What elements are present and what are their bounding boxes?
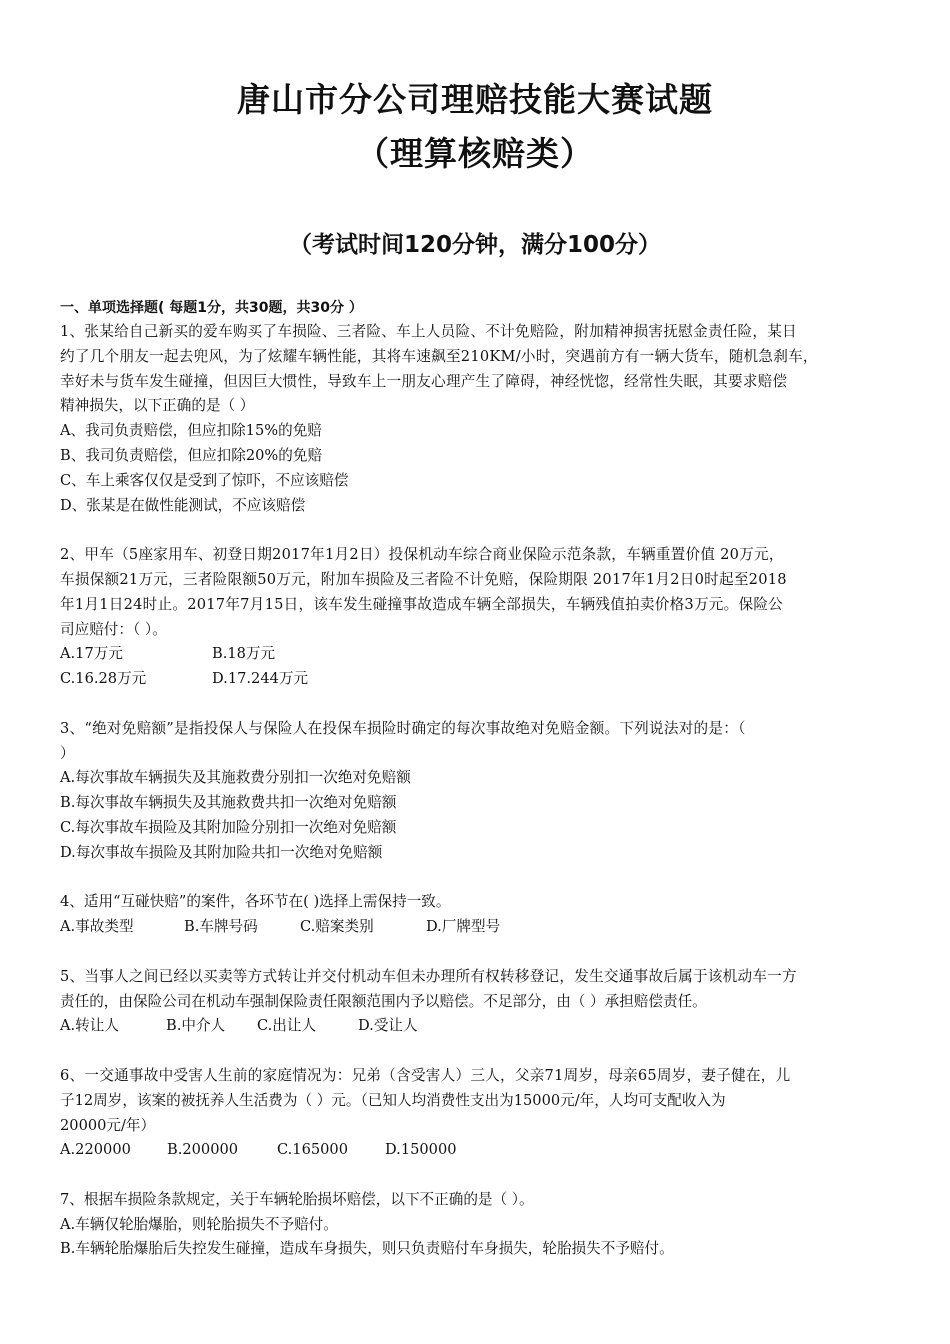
option-row (60, 915, 892, 940)
option-b: B.18万元 (212, 645, 276, 663)
option-d: D.150000 (385, 1141, 457, 1159)
option-a: A.每次事故车辆损失及其施救费分别扣一次绝对免赔额 (60, 769, 411, 787)
option-row (60, 1014, 892, 1039)
question-3 (60, 717, 892, 866)
question-4 (60, 890, 892, 940)
option-d: D.厂牌型号 (426, 918, 501, 936)
question-text-line: 精神损失，以下正确的是（ ） (60, 397, 255, 415)
spacer (60, 866, 892, 891)
question-text-line: 子12周岁，该案的被抚养人生活费为（ ）元。（已知人均消费性支出为15000元/年，人均可支配收入为 (60, 1091, 726, 1109)
option-b: B.每次事故车辆损失及其施救费共扣一次绝对免赔额 (60, 794, 397, 812)
option-b: B.车牌号码 (184, 918, 258, 936)
option-b: B.中介人 (166, 1017, 226, 1035)
option-a: A.事故类型 (60, 918, 134, 936)
option-a: A.220000 (60, 1141, 131, 1159)
option-a: A.17万元 (60, 645, 123, 663)
question-text-line: 4、适用“互碰快赔”的案件，各环节在( )选择上需保持一致。 (60, 893, 451, 911)
question-text-line: 6、一交通事故中受害人生前的家庭情况为：兄弟（含受害人）三人，父亲71周岁，母亲65周岁，妻子健在，儿 (60, 1066, 791, 1084)
question-5 (60, 965, 892, 1039)
option-row (60, 667, 892, 692)
option-b: B.200000 (167, 1141, 239, 1159)
section-heading-single-choice: 一、单项选择题( 每题1分，共30题，共30分 ） (60, 300, 363, 316)
option-d: D、张某是在做性能测试，不应该赔偿 (60, 496, 306, 514)
question-text-line: 2、甲车（5座家用车、初登日期2017年1月2日）投保机动车综合商业保险示范条款，车辆重置价值 20万元， (60, 546, 784, 564)
spacer (60, 940, 892, 965)
option-a: A.车辆仅轮胎爆胎，则轮胎损失不予赔付。 (60, 1215, 338, 1233)
question-6 (60, 1064, 892, 1163)
option-row (60, 1138, 892, 1163)
option-row (60, 642, 892, 667)
question-text-line: 年1月1日24时止。2017年7月15日，该车发生碰撞事故造成车辆全部损失，车辆残值拍卖价格3万元。保险公 (60, 595, 784, 613)
option-b: B、我司负责赔偿，但应扣除20%的免赔 (60, 446, 323, 464)
question-text-line: 责任的，由保险公司在机动车强制保险责任限额范围内予以赔偿。不足部分，由（ ）承担赔偿责任。 (60, 992, 707, 1010)
question-text-line: 5、当事人之间已经以买卖等方式转让并交付机动车但未办理所有权转移登记，发生交通事故后属于该机动车一方 (60, 967, 797, 985)
option-c: C.165000 (277, 1141, 348, 1159)
option-c: C.赔案类别 (300, 918, 374, 936)
question-text-line: 1、张某给自己新买的爱车购买了车损险、三者险、车上人员险、不计免赔险，附加精神损害抚慰金责任险，某日 (60, 323, 797, 340)
exam-content (60, 296, 892, 1262)
question-text-line: 幸好未与货车发生碰撞，但因巨大惯性，导致车上一朋友心理产生了障碍，神经恍惚，经常性失眠，其要求赔偿 (60, 372, 788, 390)
question-2 (60, 543, 892, 692)
question-text-line: 车损保额21万元，三者险限额50万元，附加车损险及三者险不计免赔，保险期限 2017年1月2日0时起至2018 (60, 570, 787, 588)
question-text-line: ） (60, 744, 75, 762)
option-a: A.转让人 (60, 1017, 119, 1035)
option-d: D.17.244万元 (212, 670, 309, 688)
question-text-line: 7、根据车损险条款规定，关于车辆轮胎损坏赔偿，以下不正确的是（ ）。 (60, 1190, 534, 1208)
spacer (60, 518, 892, 543)
question-text-line: 20000元/年） (60, 1116, 156, 1134)
spacer (60, 1039, 892, 1064)
question-text-line: 司应赔付：（ ）。 (60, 620, 167, 638)
exam-subtitle: （理算核赔类） (356, 134, 594, 173)
exam-title: 唐山市分公司理赔技能大赛试题 (237, 80, 713, 119)
question-1 (60, 320, 892, 518)
option-c: C.16.28万元 (60, 670, 147, 688)
question-text-line: 3、“绝对免赔额”是指投保人与保险人在投保车损险时确定的每次事故绝对免赔金额。下列说法对的是：（ (60, 719, 746, 737)
option-c: C、车上乘客仅仅是受到了惊吓，不应该赔偿 (60, 471, 349, 489)
spacer (60, 1163, 892, 1188)
option-b: B.车辆轮胎爆胎后失控发生碰撞，造成车身损失，则只负责赔付车身损失，轮胎损失不予赔付。 (60, 1240, 674, 1258)
question-text-line: 约了几个朋友一起去兜风，为了炫耀车辆性能，其将车速飙至210KM/小时，突遇前方有一辆大货车，随机急刹车， (60, 347, 818, 365)
exam-time-info: （考试时间120分钟，满分100分） (288, 232, 662, 258)
option-d: D.受让人 (358, 1017, 418, 1035)
option-c: C.每次事故车损险及其附加险分别扣一次绝对免赔额 (60, 818, 397, 836)
question-7 (60, 1188, 892, 1262)
spacer (60, 692, 892, 717)
option-a: A、我司负责赔偿，但应扣除15%的免赔 (60, 422, 322, 440)
option-d: D.每次事故车损险及其附加险共扣一次绝对免赔额 (60, 843, 383, 861)
option-c: C.出让人 (257, 1017, 317, 1035)
